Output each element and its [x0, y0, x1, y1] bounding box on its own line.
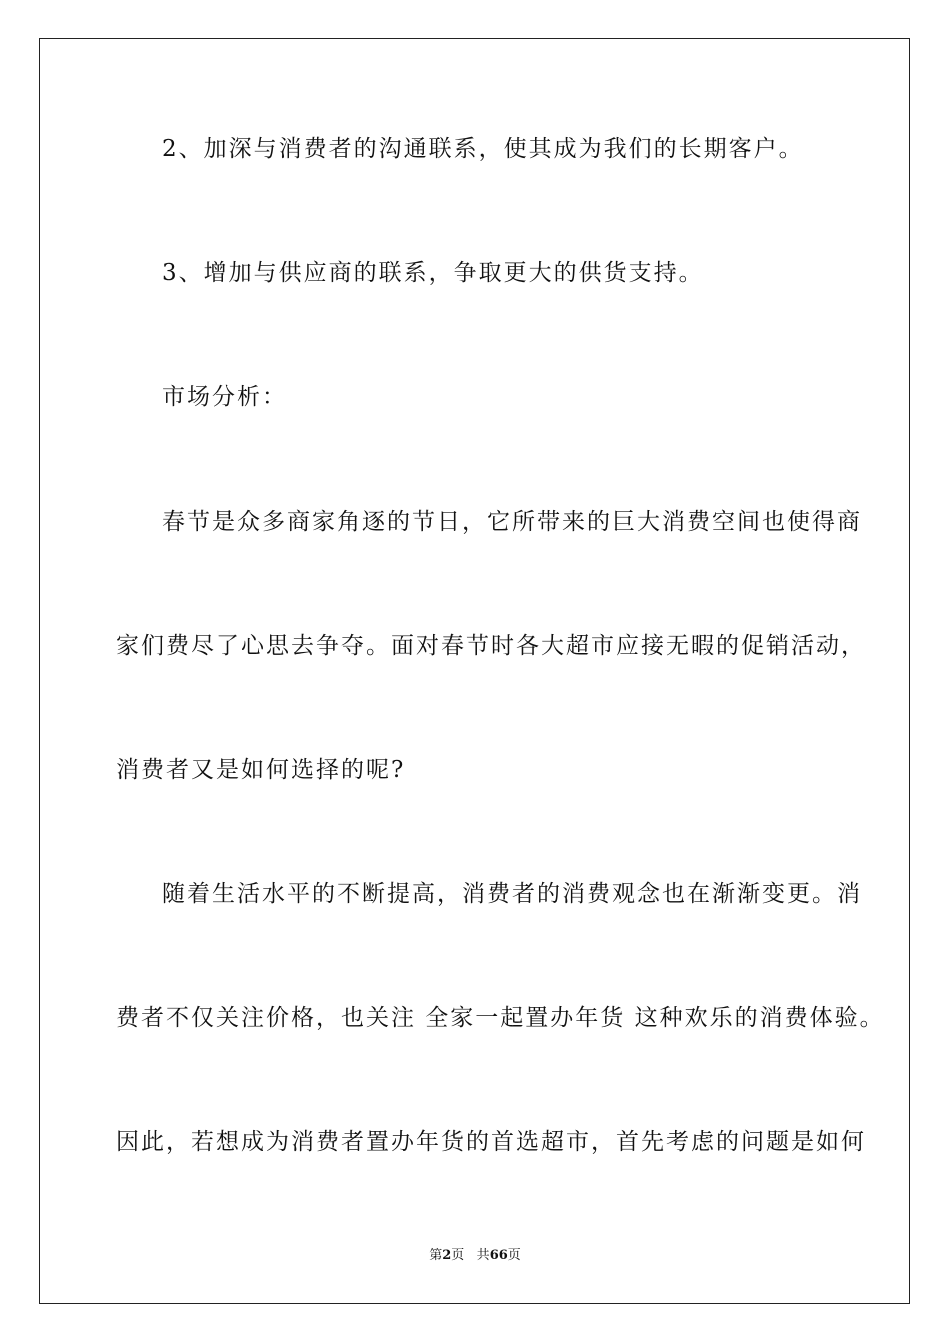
paragraph-line-2: 3、增加与供应商的联系，争取更大的供货支持。 [162, 260, 704, 286]
paragraph-line-9: 因此，若想成为消费者置办年货的首选超市，首先考虑的问题是如何 [116, 1129, 866, 1155]
paragraph-line-4: 春节是众多商家角逐的节日，它所带来的巨大消费空间也使得商 [162, 509, 862, 535]
page-footer [0, 1247, 950, 1265]
paragraph-line-6: 消费者又是如何选择的呢? [116, 757, 406, 783]
page-border [39, 38, 910, 1304]
total-pages: 66 [489, 1248, 508, 1263]
paragraph-line-5: 家们费尽了心思去争夺。面对春节时各大超市应接无暇的促销活动， [116, 633, 866, 659]
total-suffix: 页 [507, 1248, 521, 1263]
paragraph-line-1: 2、加深与消费者的沟通联系，使其成为我们的长期客户。 [162, 136, 804, 162]
page-prefix: 第 [429, 1248, 443, 1263]
page-suffix: 页 [451, 1248, 465, 1263]
section-heading: 市场分析： [162, 384, 287, 410]
paragraph-line-8: 费者不仅关注价格，也关注 全家一起置办年货 这种欢乐的消费体验。 [116, 1005, 885, 1031]
paragraph-line-7: 随着生活水平的不断提高，消费者的消费观念也在渐渐变更。消 [162, 881, 862, 907]
page-number: 2 [442, 1248, 452, 1263]
total-prefix: 共 [476, 1248, 490, 1263]
